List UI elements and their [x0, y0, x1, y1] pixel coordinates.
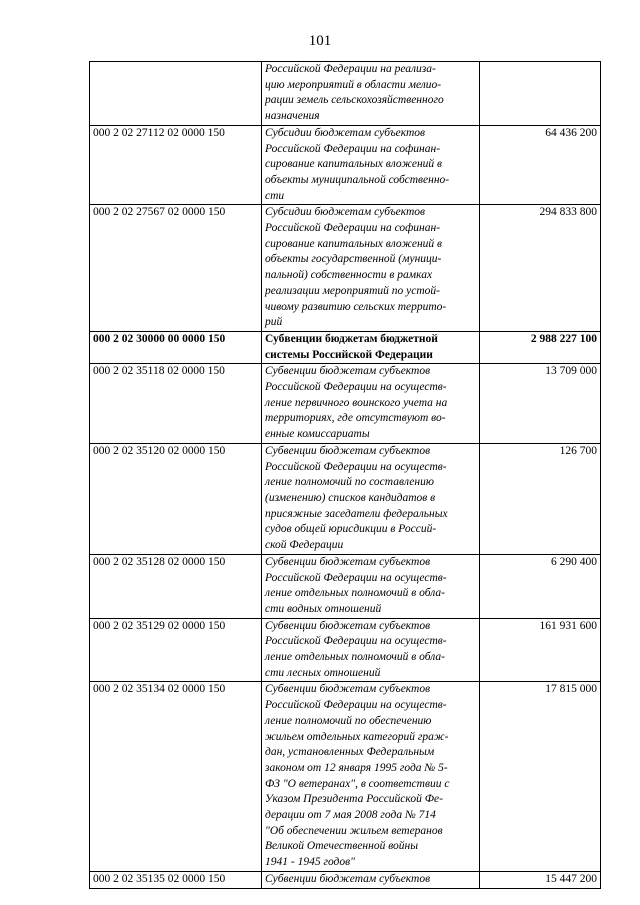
amount-cell: 6 290 400 [480, 554, 601, 618]
revenue-name-line: Субвенции бюджетам субъектов [265, 365, 431, 378]
revenue-name-cell [262, 62, 480, 126]
table-row [90, 364, 601, 444]
budget-code-cell: 000 2 02 35134 02 0000 150 [90, 682, 262, 871]
revenue-name-line: цию мероприятий в области мелио- [265, 78, 442, 91]
revenue-name-line: сти лесных отношений [265, 666, 381, 679]
revenue-name-cell [262, 364, 480, 444]
revenue-name-line: сирование капитальных вложений в [265, 158, 443, 171]
revenue-name-line: ской Федерации [265, 539, 344, 552]
table-row [90, 62, 601, 126]
table-row [90, 682, 601, 871]
amount-cell [480, 62, 601, 126]
revenue-name-line: Субвенции бюджетам субъектов [265, 619, 431, 632]
revenue-name-line: судов общей юрисдикции в Россий- [265, 523, 437, 536]
revenue-name-line: объекты государственной (муници- [265, 253, 442, 266]
amount-cell: 126 700 [480, 443, 601, 554]
table-row [90, 443, 601, 554]
revenue-name-line: назначения [265, 110, 320, 123]
revenue-name-line: Субвенции бюджетам субъектов [265, 683, 431, 696]
revenue-name-cell [262, 125, 480, 205]
amount-cell: 64 436 200 [480, 125, 601, 205]
revenue-name-cell [262, 554, 480, 618]
amount-cell: 17 815 000 [480, 682, 601, 871]
revenue-name-cell [262, 331, 480, 363]
revenue-name-line: чивому развитию сельских террито- [265, 300, 447, 313]
revenue-name-line: ление полномочий по составлению [265, 476, 434, 489]
budget-code-cell: 000 2 02 35118 02 0000 150 [90, 364, 262, 444]
revenue-name-line: сти [265, 189, 285, 202]
revenue-name-line: 1941 - 1945 годов" [265, 856, 355, 869]
amount-cell: 13 709 000 [480, 364, 601, 444]
revenue-name-line: "Об обеспечении жильем ветеранов [265, 824, 443, 837]
table-row [90, 205, 601, 332]
table-row [90, 618, 601, 682]
revenue-name-line: ление первичного воинского учета на [265, 396, 448, 409]
revenue-name-line: Российской Федерации на осуществ- [265, 381, 447, 394]
revenue-name-line: дан, установленных Федеральным [265, 746, 435, 759]
revenue-name-line: Российской Федерации на софинан- [265, 142, 441, 155]
budget-code-cell: 000 2 02 35128 02 0000 150 [90, 554, 262, 618]
revenue-name-line: (изменению) списков кандидатов в [265, 491, 436, 504]
revenue-name-line: ление отдельных полномочий в обла- [265, 587, 445, 600]
table-body [90, 62, 601, 889]
table-row [90, 871, 601, 888]
table-row [90, 125, 601, 205]
revenue-name-line: пальной) собственности в рамках [265, 269, 433, 282]
revenue-name-line: рации земель сельскохозяйственного [265, 94, 444, 107]
page-number: 101 [308, 33, 332, 49]
revenue-name-line: законом от 12 января 1995 года № 5- [265, 761, 448, 774]
revenue-name-line: Великой Отечественной войны [265, 840, 419, 853]
revenue-name-line: ление полномочий по обеспечению [265, 714, 432, 727]
amount-cell: 161 931 600 [480, 618, 601, 682]
revenue-name-line: Субсидии бюджетам субъектов [265, 126, 426, 139]
revenue-name-line: системы Российской Федерации [265, 348, 433, 361]
revenue-name-line: сти водных отношений [265, 602, 382, 615]
budget-code-cell: 000 2 02 35135 02 0000 150 [90, 871, 262, 888]
revenue-name-line: ление отдельных полномочий в обла- [265, 651, 445, 664]
revenue-name-line: Субвенции бюджетам субъектов [265, 872, 431, 885]
revenue-name-line: Российской Федерации на софинан- [265, 222, 441, 235]
revenue-name-line: территориях, где отсутствуют во- [265, 412, 446, 425]
revenue-name-line: Российской Федерации на осуществ- [265, 699, 447, 712]
revenue-name-line: Указом Президента Российской Фе- [265, 793, 443, 806]
budget-revenue-table [89, 61, 601, 889]
table-row [90, 554, 601, 618]
revenue-name-cell [262, 682, 480, 871]
amount-cell: 2 988 227 100 [480, 331, 601, 363]
revenue-name-line: дерации от 7 мая 2008 года № 714 [265, 809, 436, 822]
revenue-name-line: рий [265, 316, 283, 329]
revenue-name-cell [262, 871, 480, 888]
budget-code-cell: 000 2 02 27112 02 0000 150 [90, 125, 262, 205]
revenue-name-line: сирование капитальных вложений в [265, 237, 443, 250]
revenue-name-cell [262, 205, 480, 332]
revenue-name-line: жильем отдельных категорий граж- [265, 730, 449, 743]
revenue-name-line: реализации мероприятий по устой- [265, 284, 441, 297]
revenue-name-line: Российской Федерации на осуществ- [265, 635, 447, 648]
revenue-name-line: ФЗ "О ветеранах", в соответствии с [265, 777, 450, 790]
budget-code-cell: 000 2 02 30000 00 0000 150 [90, 331, 262, 363]
amount-cell: 294 833 800 [480, 205, 601, 332]
revenue-name-line: Субсидии бюджетам субъектов [265, 206, 426, 219]
budget-code-cell: 000 2 02 35120 02 0000 150 [90, 443, 262, 554]
revenue-name-line: енные комиссариаты [265, 428, 370, 441]
revenue-name-line: объекты муниципальной собственно- [265, 173, 450, 186]
revenue-name-line: Российской Федерации на осуществ- [265, 571, 447, 584]
amount-cell: 15 447 200 [480, 871, 601, 888]
revenue-name-cell [262, 618, 480, 682]
budget-code-cell: 000 2 02 35129 02 0000 150 [90, 618, 262, 682]
revenue-name-line: Субвенции бюджетам бюджетной [265, 332, 438, 345]
budget-code-cell: 000 2 02 27567 02 0000 150 [90, 205, 262, 332]
revenue-name-line: Российской Федерации на осуществ- [265, 460, 447, 473]
revenue-name-line: Субвенции бюджетам субъектов [265, 555, 431, 568]
revenue-name-cell [262, 443, 480, 554]
budget-code-cell [90, 62, 262, 126]
revenue-name-line: Российской Федерации на реализа- [265, 63, 436, 75]
revenue-name-line: присяжные заседатели федеральных [265, 507, 448, 520]
revenue-name-line: Субвенции бюджетам субъектов [265, 444, 431, 457]
table-row [90, 331, 601, 363]
